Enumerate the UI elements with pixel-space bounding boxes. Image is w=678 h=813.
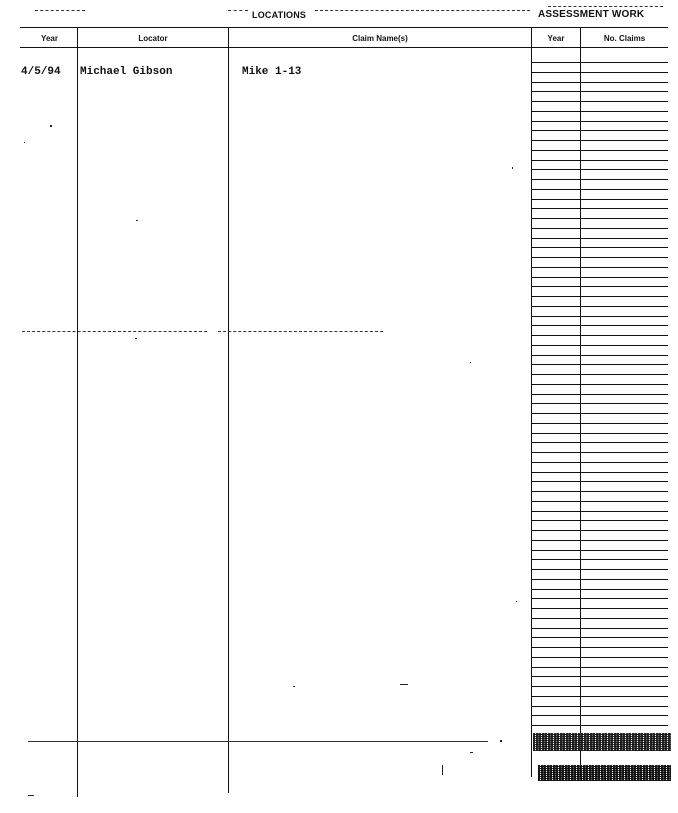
scan-artifact <box>548 6 663 8</box>
scan-artifact <box>35 10 85 12</box>
assessment-grid-rule <box>531 208 668 209</box>
scan-artifact <box>315 10 530 12</box>
assessment-grid-rule <box>531 364 668 365</box>
assessment-grid-rule <box>531 628 668 629</box>
header-top-rule <box>20 27 668 28</box>
divider-year-locator <box>77 27 78 797</box>
assessment-grid-rule <box>531 238 668 239</box>
assessment-grid-rule <box>531 286 668 287</box>
assessment-grid-rule <box>531 462 668 463</box>
divider-locator-claims <box>228 27 229 793</box>
assessment-grid-rule <box>531 169 668 170</box>
entry-locator: Michael Gibson <box>80 66 173 78</box>
assessment-grid-rule <box>531 559 668 560</box>
assessment-grid-rule <box>531 228 668 229</box>
scan-speck <box>50 125 52 127</box>
scan-speck <box>516 601 517 602</box>
scan-speck <box>28 795 34 796</box>
assessment-grid-rule <box>531 696 668 697</box>
assessment-grid-rule <box>531 150 668 151</box>
assessment-grid-rule <box>531 647 668 648</box>
scan-speck <box>293 686 295 687</box>
assessment-grid-rule <box>531 140 668 141</box>
header-bottom-rule <box>20 47 668 48</box>
scan-speck <box>24 142 25 143</box>
assessment-grid-rule <box>531 579 668 580</box>
scan-noise <box>533 733 671 751</box>
assessment-grid-rule <box>531 472 668 473</box>
assessment-grid-rule <box>531 277 668 278</box>
scan-noise <box>538 765 671 781</box>
scan-artifact <box>218 331 383 333</box>
scan-speck <box>135 338 137 339</box>
locations-heading: LOCATIONS <box>252 10 307 20</box>
column-header-locator: Locator <box>138 34 168 43</box>
assessment-grid-rule <box>531 72 668 73</box>
assessment-grid-rule <box>531 325 668 326</box>
assessment-grid-rule <box>531 413 668 414</box>
scan-speck <box>500 740 502 742</box>
assessment-grid-rule <box>531 394 668 395</box>
assessment-grid-rule <box>531 111 668 112</box>
assessment-grid-rule <box>531 130 668 131</box>
assessment-grid-rule <box>531 589 668 590</box>
scan-speck <box>442 765 443 775</box>
assessment-grid-rule <box>531 257 668 258</box>
assessment-grid-rule <box>531 540 668 541</box>
scan-speck <box>470 362 471 363</box>
entry-year: 4/5/94 <box>21 66 61 78</box>
assessment-grid-rule <box>531 686 668 687</box>
assessment-grid-rule <box>531 91 668 92</box>
scan-speck <box>470 752 473 753</box>
assessment-grid-rule <box>531 218 668 219</box>
assessment-grid-rule <box>531 384 668 385</box>
assessment-grid-rule <box>531 667 668 668</box>
entry-claim-names: Mike 1-13 <box>242 66 302 78</box>
assessment-grid-rule <box>531 442 668 443</box>
assessment-grid-rule <box>531 267 668 268</box>
assessment-grid-rule <box>531 618 668 619</box>
assessment-grid-rule <box>531 345 668 346</box>
assessment-grid-rule <box>531 452 668 453</box>
assessment-grid-rule <box>531 501 668 502</box>
assessment-grid-rule <box>531 491 668 492</box>
assessment-grid-rule <box>531 530 668 531</box>
assessment-grid-rule <box>531 316 668 317</box>
scan-speck <box>400 684 408 685</box>
bottom-rule <box>28 741 488 742</box>
assessment-grid-rule <box>531 296 668 297</box>
assessment-grid-rule <box>531 121 668 122</box>
assessment-grid-rule <box>531 247 668 248</box>
assessment-grid-rule <box>531 423 668 424</box>
assessment-grid-rule <box>531 637 668 638</box>
assessment-grid-rule <box>531 550 668 551</box>
assessment-grid-rule <box>531 101 668 102</box>
assessment-grid-rule <box>531 403 668 404</box>
assessment-grid-rule <box>531 82 668 83</box>
assessment-grid-rule <box>531 481 668 482</box>
assessment-grid-rule <box>531 189 668 190</box>
assessment-grid-rule <box>531 520 668 521</box>
assessment-grid-rule <box>531 569 668 570</box>
assessment-grid-rule <box>531 511 668 512</box>
assessment-grid-rule <box>531 306 668 307</box>
scan-artifact <box>228 10 248 12</box>
column-header-assessment-year: Year <box>547 34 565 43</box>
scan-speck <box>136 220 138 221</box>
assessment-grid-rule <box>531 715 668 716</box>
assessment-grid-rule <box>531 374 668 375</box>
assessment-grid-rule <box>531 433 668 434</box>
assessment-grid-rule <box>531 725 668 726</box>
assessment-grid-rule <box>531 657 668 658</box>
column-header-year: Year <box>41 34 58 43</box>
assessment-grid-rule <box>531 598 668 599</box>
assessment-grid-rule <box>531 335 668 336</box>
assessment-grid-rule <box>531 355 668 356</box>
assessment-work-heading: ASSESSMENT WORK <box>538 9 645 20</box>
assessment-grid-rule <box>531 62 668 63</box>
scan-speck <box>512 167 513 169</box>
column-header-no-claims: No. Claims <box>603 34 646 43</box>
assessment-grid-rule <box>531 179 668 180</box>
assessment-grid-rule <box>531 706 668 707</box>
assessment-grid-rule <box>531 676 668 677</box>
scan-artifact <box>22 331 207 333</box>
assessment-grid-rule <box>531 160 668 161</box>
assessment-grid-rule <box>531 199 668 200</box>
assessment-grid-rule <box>531 608 668 609</box>
column-header-claim-names: Claim Name(s) <box>352 34 408 43</box>
